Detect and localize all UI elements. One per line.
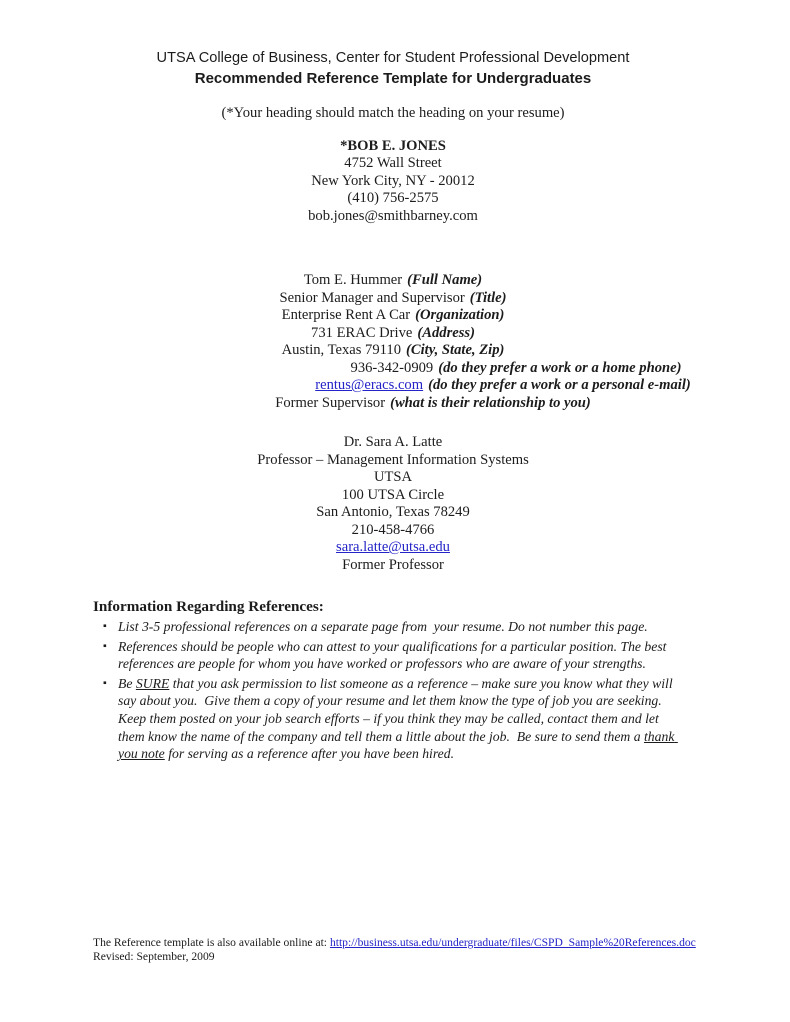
document-header [93,50,693,87]
ref1-email-link[interactable]: rentus@eracs.com [315,377,424,393]
info-bullet-list [93,618,677,763]
list-item [93,675,677,763]
list-item [93,638,677,673]
footer-availability-text: The Reference template is also available online at: [93,936,330,949]
document-footer [93,936,696,964]
list-item [93,618,677,636]
ref1-organization-note: (Organization) [415,307,505,323]
ref1-city-note: (City, State, Zip) [406,342,505,358]
ref1-organization-value: Enterprise Rent A Car [281,307,411,323]
ref2-city-state-zip: San Antonio, Texas 78249 [316,504,470,520]
bullet3-text-part1: Be [118,675,136,691]
sample-email: bob.jones@smithbarney.com [308,207,478,224]
ref2-email-link[interactable]: sara.latte@utsa.edu [336,539,450,555]
sample-phone: (410) 756-2575 [347,190,439,206]
ref1-title-value: Senior Manager and Supervisor [279,289,465,306]
ref1-relationship-note: (what is their relationship to you) [390,394,591,411]
ref2-phone: 210-458-4766 [351,521,435,538]
ref1-full-name-value: Tom E. Hummer [303,272,403,288]
bullet-icon: ▪ [103,621,107,632]
ref2-address: 100 UTSA Circle [341,486,445,503]
ref1-city-value: Austin, Texas 79110 [281,342,401,358]
footer-template-url-link[interactable]: http://business.utsa.edu/undergraduate/files/CSPD_Sample%20References.doc [329,936,696,949]
bullet3-text-part2: that you ask permission to list someone as a reference – make sure you know what they will say about you. Give them a copy of your resume and let them know the type of job you are seeking. Keep them posted on your job search efforts – if you think they may be called, contact them and let them know the name of the company and tell them a little about the job. Be sure to send them a [118,675,677,744]
ref2-name: Dr. Sara A. Latte [343,434,443,450]
sample-city-state-zip: New York City, NY - 20012 [311,172,475,189]
sample-street: 4752 Wall Street [344,155,442,171]
org-title: UTSA College of Business, Center for Student Professional Development [156,50,630,66]
ref1-city-state-zip [93,342,693,360]
info-section-heading: Information Regarding References: [93,598,324,615]
sample-resume-heading [93,138,693,226]
ref2-organization: UTSA [373,469,413,485]
bullet-icon: ▪ [103,677,107,689]
ref1-organization [93,307,693,325]
ref1-phone-note: (do they prefer a work or a home phone) [438,359,682,376]
ref1-phone-value: 936-342-0909 [350,359,434,376]
bullet-icon: ▪ [103,640,107,652]
ref1-full-name-note: (Full Name) [407,272,483,288]
ref1-relationship [133,395,733,413]
ref1-title [93,290,693,308]
ref1-phone [216,360,790,378]
bullet3-underline-sure: SURE [135,675,170,691]
ref1-address-note: (Address) [417,324,475,341]
ref1-email-note: (do they prefer a work or a personal e-mail) [428,377,691,393]
ref2-email [93,539,693,557]
reference-entry-1 [93,272,693,412]
footer-availability-line [93,936,696,950]
ref1-full-name [93,272,693,290]
ref2-relationship: Former Professor [342,556,444,573]
page-title: Recommended Reference Template for Undergraduates [194,69,592,87]
ref1-address [93,325,693,343]
ref1-relationship-value: Former Supervisor [275,394,386,411]
sample-name: *BOB E. JONES [340,137,446,154]
ref1-title-note: (Title) [469,289,507,306]
ref1-address-value: 731 ERAC Drive [311,324,413,341]
reference-entry-2 [93,434,693,574]
bullet3-underline-thank-you-note: thank you note [118,728,678,762]
heading-instruction-note: (*Your heading should match the heading on your resume) [221,105,565,121]
bullet3-text-part3: for serving as a reference after you have been hired. [164,746,455,762]
bullet2-text: References should be people who can attest to your qualifications for a particular position. The best references are people for whom you have worked or professors who are aware of your strengths. [118,638,670,672]
ref2-title: Professor – Management Information Systems [257,451,529,468]
footer-revised-date: Revised: September, 2009 [93,949,215,963]
ref1-email [203,377,790,395]
bullet1-text: List 3-5 professional references on a separate page from your resume. Do not number this page. [118,619,648,634]
